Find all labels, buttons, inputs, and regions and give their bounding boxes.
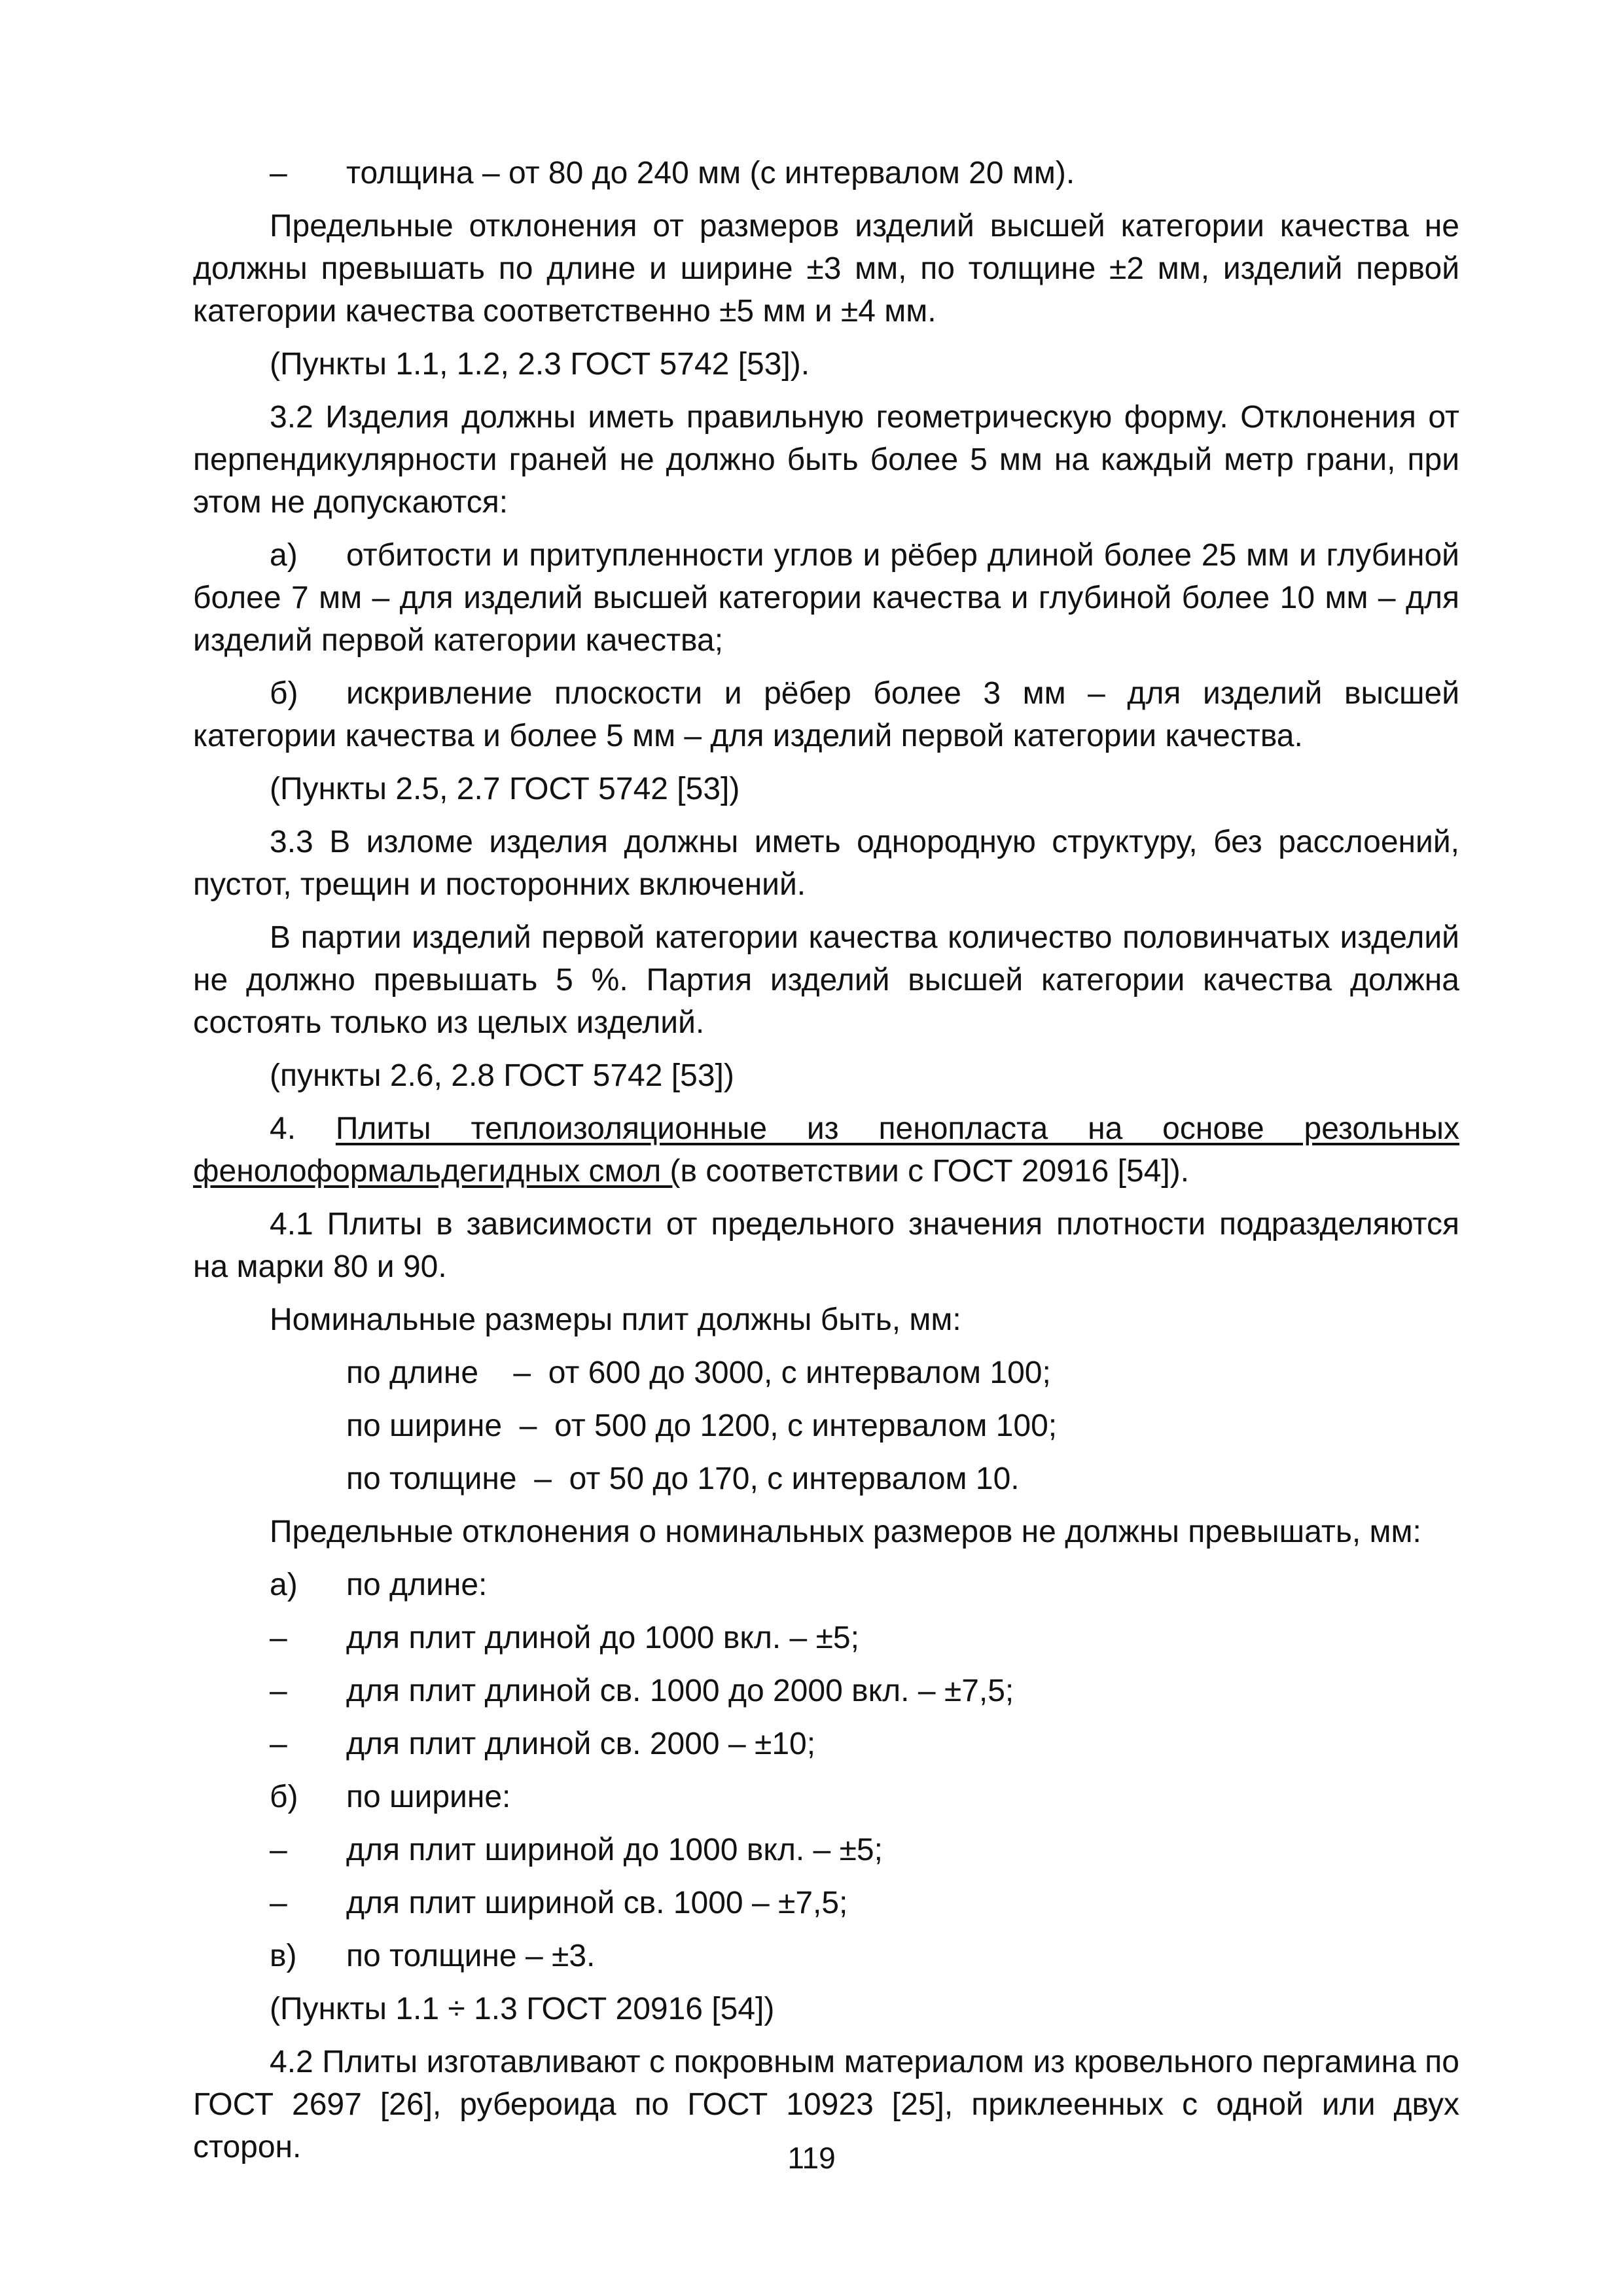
list-item-text: по толщине – ±3. [346,1939,596,1973]
list-marker: в) [270,1939,297,1973]
list-dash: – [270,1886,287,1920]
paragraph: Предельные отклонения о номинальных размеров не должны превышать, мм: [270,1515,1421,1549]
list-item [193,1723,1459,1765]
size-line [193,1352,1459,1394]
size-value: от 500 до 1200, с интервалом 100; [554,1408,1058,1443]
paragraph: Номинальные размеры плит должны быть, мм: [270,1302,961,1337]
list-item-text: для плит шириной до 1000 вкл. – ±5; [346,1833,883,1867]
list-item-text: толщина – от 80 до 240 мм (с интервалом 20 мм). [346,156,1075,190]
list-item [193,1882,1459,1924]
list-item-text: для плит шириной св. 1000 – ±7,5; [346,1886,848,1920]
list-dash: – [270,1621,287,1655]
list-item-text: для плит длиной св. 1000 до 2000 вкл. – ±7,5; [346,1674,1014,1708]
list-dash: – [270,1727,287,1761]
list-item [193,152,1459,194]
document-page [193,152,1459,2179]
size-value: от 50 до 170, с интервалом 10. [569,1462,1020,1496]
list-item-text: для плит длиной св. 2000 – ±10; [346,1727,816,1761]
list-marker: б) [270,1780,298,1814]
size-value: от 600 до 3000, с интервалом 100; [548,1355,1051,1390]
paragraph: 4.1 Плиты в зависимости от предельного значения плотности подразделяются на марки 80 и 90. [193,1207,1459,1284]
size-label: по ширине – [346,1408,555,1443]
size-label: по толщине – [346,1462,569,1496]
list-item [193,1776,1459,1818]
list-marker: а) [270,538,298,573]
paragraph: 3.3 В изломе изделия должны иметь однородную структуру, без расслоений, пустот, трещин и посторонних включений. [193,825,1459,902]
list-item-text: по длине: [346,1568,488,1602]
list-item [193,1617,1459,1659]
list-item [193,1829,1459,1871]
paragraph: В партии изделий первой категории качества количество половинчатых изделий не должно превышать 5 %. Партия изделий высшей категории качества должна состоять только из целых изделий. [193,920,1459,1040]
list-item-text: отбитости и притупленности углов и рёбер длиной более 25 мм и глубиной более 7 мм – для изделий высшей категории качества и глубиной более 10 мм – для изделий первой категории качества; [193,538,1459,658]
size-label: по длине – [346,1355,548,1390]
list-item-text: по ширине: [346,1780,511,1814]
page-number: 119 [787,2141,836,2175]
reference-note: (Пункты 1.1 ÷ 1.3 ГОСТ 20916 [54]) [270,1992,775,2026]
section-heading [193,1107,1459,1193]
list-dash: – [270,1674,287,1708]
section-title-rest: в соответствии с ГОСТ 20916 [54]). [680,1154,1190,1189]
paragraph: Предельные отклонения от размеров изделий высшей категории качества не должны превышать по длине и ширине ±3 мм, по толщине ±2 мм, изделий первой категории качества соответственно ±5 мм и ±4 мм. [193,209,1459,329]
list-item-text: для плит длиной до 1000 вкл. – ±5; [346,1621,859,1655]
size-line [193,1458,1459,1500]
list-dash: – [270,156,287,190]
list-item-text: искривление плоскости и рёбер более 3 мм – для изделий высшей категории качества и более 5 мм – для изделий первой категории качества. [193,676,1459,753]
size-line [193,1405,1459,1447]
paragraph: 3.2 Изделия должны иметь правильную геометрическую форму. Отклонения от перпендикулярности граней не должно быть более 5 мм на каждый метр грани, при этом не допускаются: [193,400,1459,520]
reference-note: (пункты 2.6, 2.8 ГОСТ 5742 [53]) [270,1058,734,1093]
paragraph: 4.2 Плиты изготавливают с покровным материалом из кровельного пергамина по ГОСТ 2697 [26], рубероида по ГОСТ 10923 [25], приклеенных с одной или двух сторон. [193,2045,1459,2164]
reference-note: (Пункты 2.5, 2.7 ГОСТ 5742 [53]) [270,772,740,806]
section-number: 4. [270,1111,336,1146]
list-marker: б) [270,676,298,711]
section-title-underlined: Плиты теплоизоляционные из пенопласта на основе резольных фенолоформальдегидных смол ( [193,1111,1459,1189]
list-item [193,1935,1459,1977]
list-item [193,534,1459,662]
list-marker: а) [270,1568,298,1602]
list-item [193,672,1459,757]
list-item [193,1670,1459,1712]
reference-note: (Пункты 1.1, 1.2, 2.3 ГОСТ 5742 [53]). [270,347,810,382]
list-item [193,1564,1459,1606]
list-dash: – [270,1833,287,1867]
